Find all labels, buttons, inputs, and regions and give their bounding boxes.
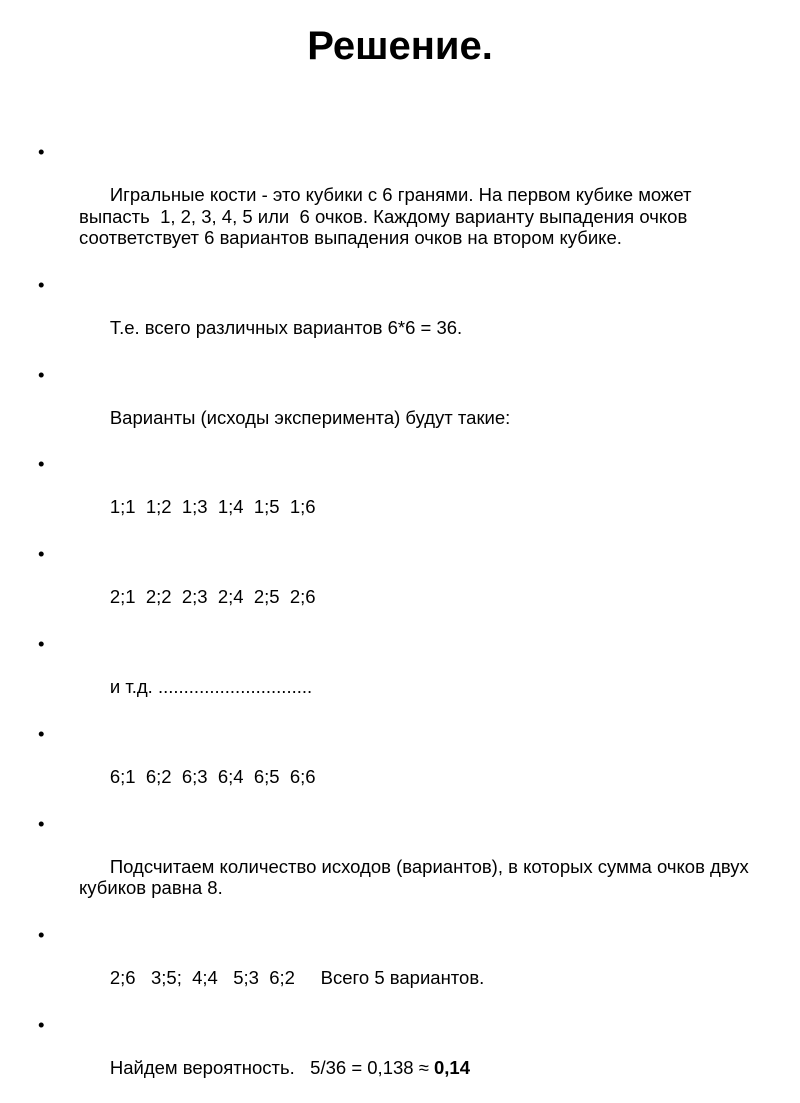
bullet-item	[38, 364, 758, 450]
bullet-marker: •	[38, 453, 45, 475]
bullet-list	[38, 141, 758, 1103]
bullet-text: Варианты (исходы эксперимента) будут такие:	[109, 406, 511, 428]
bullet-marker: •	[38, 1013, 45, 1035]
bullet-item	[38, 141, 758, 270]
bullet-text: Т.е. всего различных вариантов 6*6 = 36.	[109, 316, 463, 338]
bullet-item	[38, 453, 758, 539]
bullet-text: Подсчитаем количество исходов (вариантов), в которых сумма очков двух кубиков равна 8.	[79, 855, 754, 899]
bullet-item	[38, 813, 758, 921]
bullet-marker: •	[38, 632, 45, 654]
bullet-text: 6;1 6;2 6;3 6;4 6;5 6;6	[109, 765, 316, 787]
slide-title: Решение.	[307, 24, 493, 68]
bullet-marker: •	[38, 722, 45, 744]
bullet-text: 2;6 3;5; 4;4 5;3 6;2 Всего 5 вариантов.	[109, 966, 485, 988]
bullet-marker: •	[38, 363, 45, 385]
bullet-marker: •	[38, 273, 45, 295]
bullet-item	[38, 1014, 758, 1100]
bullet-marker: •	[38, 923, 45, 945]
final-answer: 0,14	[434, 1056, 471, 1078]
bullet-item	[38, 274, 758, 360]
bullet-item	[38, 633, 758, 719]
bullet-marker: •	[38, 141, 45, 162]
bullet-text: и т.д. ..............................	[109, 675, 313, 697]
bullet-item	[38, 723, 758, 809]
bullet-marker: •	[38, 812, 45, 834]
bullet-marker: •	[38, 543, 45, 565]
bullet-text: Игральные кости - это кубики с 6 гранями. На первом кубике может выпасть 1, 2, 3, 4, 5 или 6 очков. Каждому варианту выпадения очков соответствует 6 вариантов выпадения очков на втором кубике.	[79, 184, 697, 248]
bullet-item	[38, 543, 758, 629]
bullet-text: 1;1 1;2 1;3 1;4 1;5 1;6	[109, 496, 316, 518]
bullet-item	[38, 924, 758, 1010]
bullet-text: Найдем вероятность. 5/36 = 0,138 ≈	[109, 1056, 434, 1078]
bullet-text: 2;1 2;2 2;3 2;4 2;5 2;6	[109, 586, 316, 608]
